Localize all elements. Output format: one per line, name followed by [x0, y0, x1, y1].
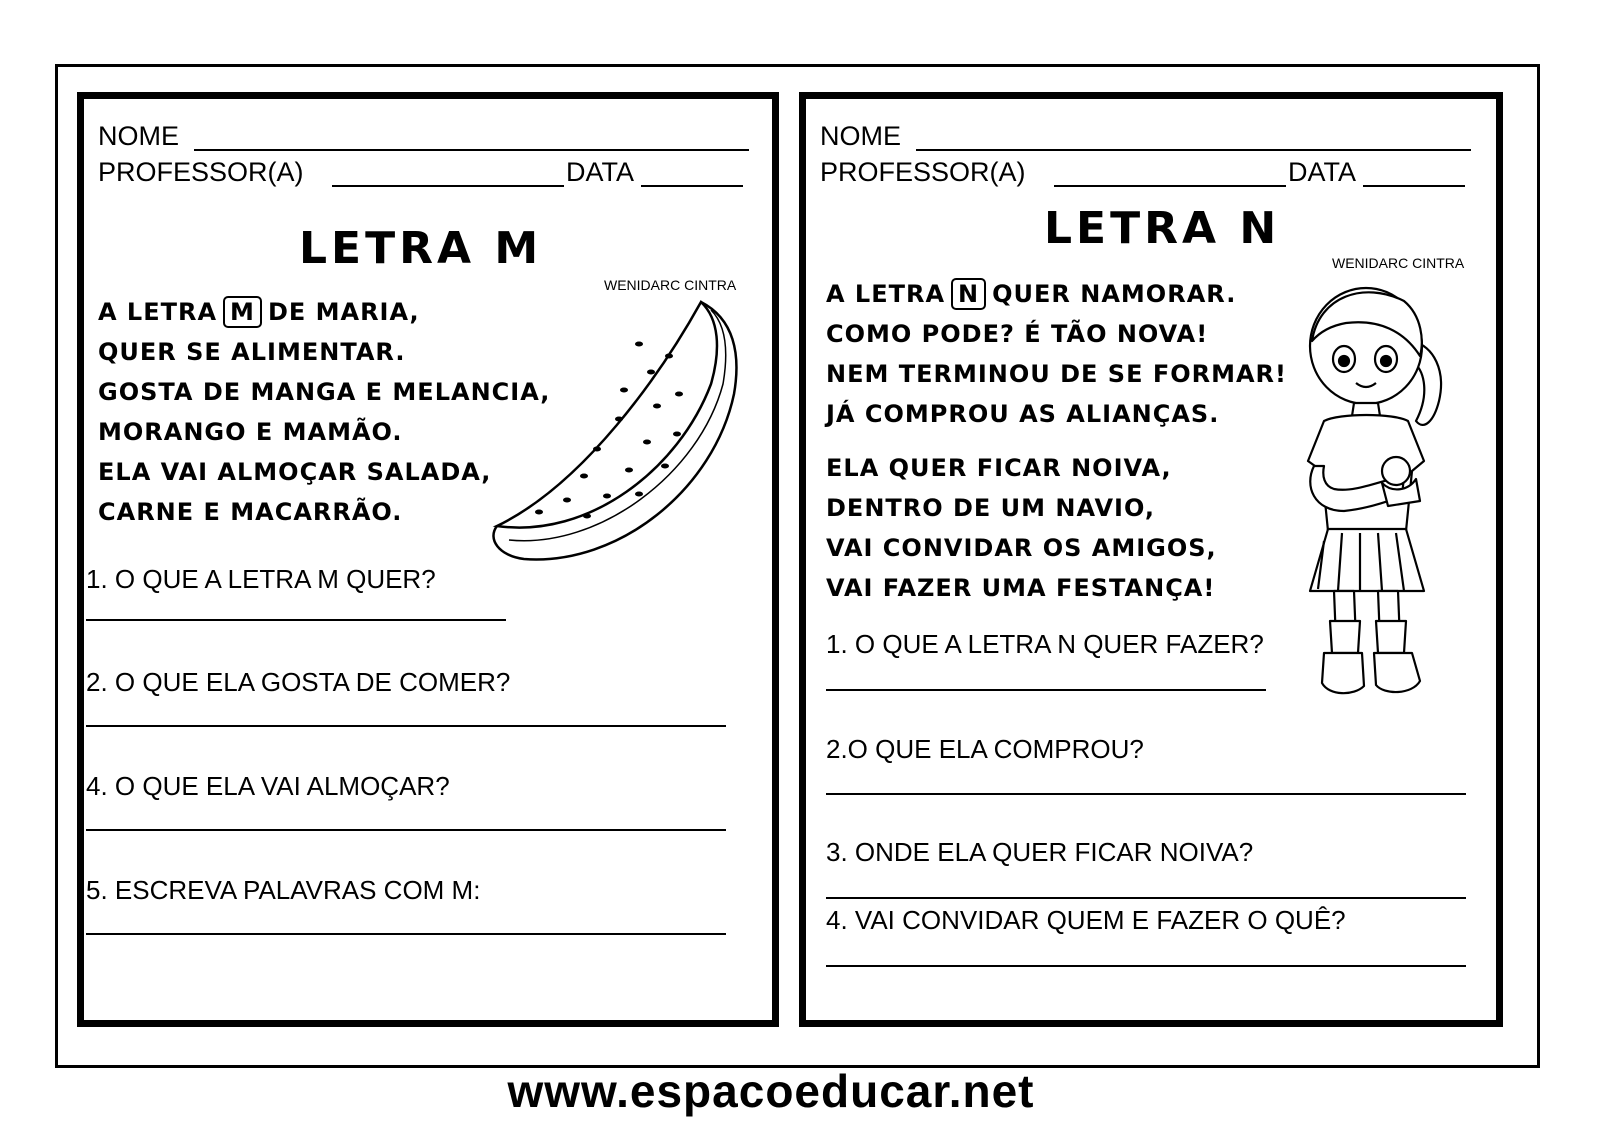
data-label: DATA	[566, 157, 635, 187]
question-2: 2.O QUE ELA COMPROU?	[826, 734, 1144, 764]
answer-line-1[interactable]	[86, 619, 506, 621]
poem-line: A LETRA N QUER NAMORAR.	[826, 280, 1237, 308]
question-5: 5. ESCREVA PALAVRAS COM M:	[86, 875, 481, 905]
answer-line-2[interactable]	[86, 725, 726, 727]
answer-line-4[interactable]	[826, 965, 1466, 967]
question-3: 3. ONDE ELA QUER FICAR NOIVA?	[826, 837, 1254, 867]
poem	[826, 274, 1287, 608]
answer-line-5[interactable]	[86, 933, 726, 935]
worksheet-letra-n	[799, 92, 1503, 1027]
poem-line: CARNE E MACARRÃO.	[98, 498, 403, 526]
watermelon-icon	[479, 294, 749, 594]
poem-line: GOSTA DE MANGA E MELANCIA,	[98, 378, 551, 406]
nome-field[interactable]	[194, 149, 749, 151]
data-label: DATA	[1288, 157, 1357, 187]
poem-line: JÁ COMPROU AS ALIANÇAS.	[826, 400, 1220, 428]
answer-line-4[interactable]	[86, 829, 726, 831]
poem-line: VAI CONVIDAR OS AMIGOS,	[826, 534, 1217, 562]
nome-field[interactable]	[916, 149, 1471, 151]
question-2: 2. O QUE ELA GOSTA DE COMER?	[86, 667, 511, 697]
professor-field[interactable]	[1054, 185, 1286, 187]
poem-line: A LETRA M DE MARIA,	[98, 298, 420, 326]
answer-line-1[interactable]	[826, 689, 1266, 691]
data-field[interactable]	[641, 185, 743, 187]
footer-url[interactable]: www.espacoeducar.net	[507, 1065, 1035, 1117]
author-credit: WENIDARC CINTRA	[604, 277, 737, 293]
professor-label: PROFESSOR(A)	[820, 157, 1026, 187]
poem-line: QUER SE ALIMENTAR.	[98, 338, 406, 366]
poem-line: COMO PODE? É TÃO NOVA!	[826, 320, 1209, 348]
poem-line: DENTRO DE UM NAVIO,	[826, 494, 1155, 522]
question-4: 4. VAI CONVIDAR QUEM E FAZER O QUÊ?	[826, 905, 1346, 935]
worksheet-letra-m	[77, 92, 779, 1027]
professor-label: PROFESSOR(A)	[98, 157, 304, 187]
girl-doll-icon	[1284, 271, 1464, 711]
nome-label: NOME	[820, 121, 901, 151]
letter-box: M	[223, 296, 262, 328]
stanza-gap	[826, 434, 1287, 448]
question-1: 1. O QUE A LETRA N QUER FAZER?	[826, 629, 1264, 659]
data-field[interactable]	[1363, 185, 1465, 187]
poem-line: MORANGO E MAMÃO.	[98, 418, 403, 446]
poem-line: VAI FAZER UMA FESTANÇA!	[826, 574, 1216, 602]
answer-line-2[interactable]	[826, 793, 1466, 795]
letter-box: N	[951, 278, 986, 310]
poem-line: ELA QUER FICAR NOIVA,	[826, 454, 1172, 482]
question-1: 1. O QUE A LETRA M QUER?	[86, 564, 436, 594]
question-4: 4. O QUE ELA VAI ALMOÇAR?	[86, 771, 450, 801]
professor-field[interactable]	[332, 185, 564, 187]
author-credit: WENIDARC CINTRA	[1332, 255, 1465, 271]
answer-line-3[interactable]	[826, 897, 1466, 899]
poem-line: NEM TERMINOU DE SE FORMAR!	[826, 360, 1287, 388]
nome-label: NOME	[98, 121, 179, 151]
page-title: LETRA N	[1044, 203, 1281, 254]
poem-line: ELA VAI ALMOÇAR SALADA,	[98, 458, 492, 486]
page-title: LETRA M	[299, 223, 543, 274]
